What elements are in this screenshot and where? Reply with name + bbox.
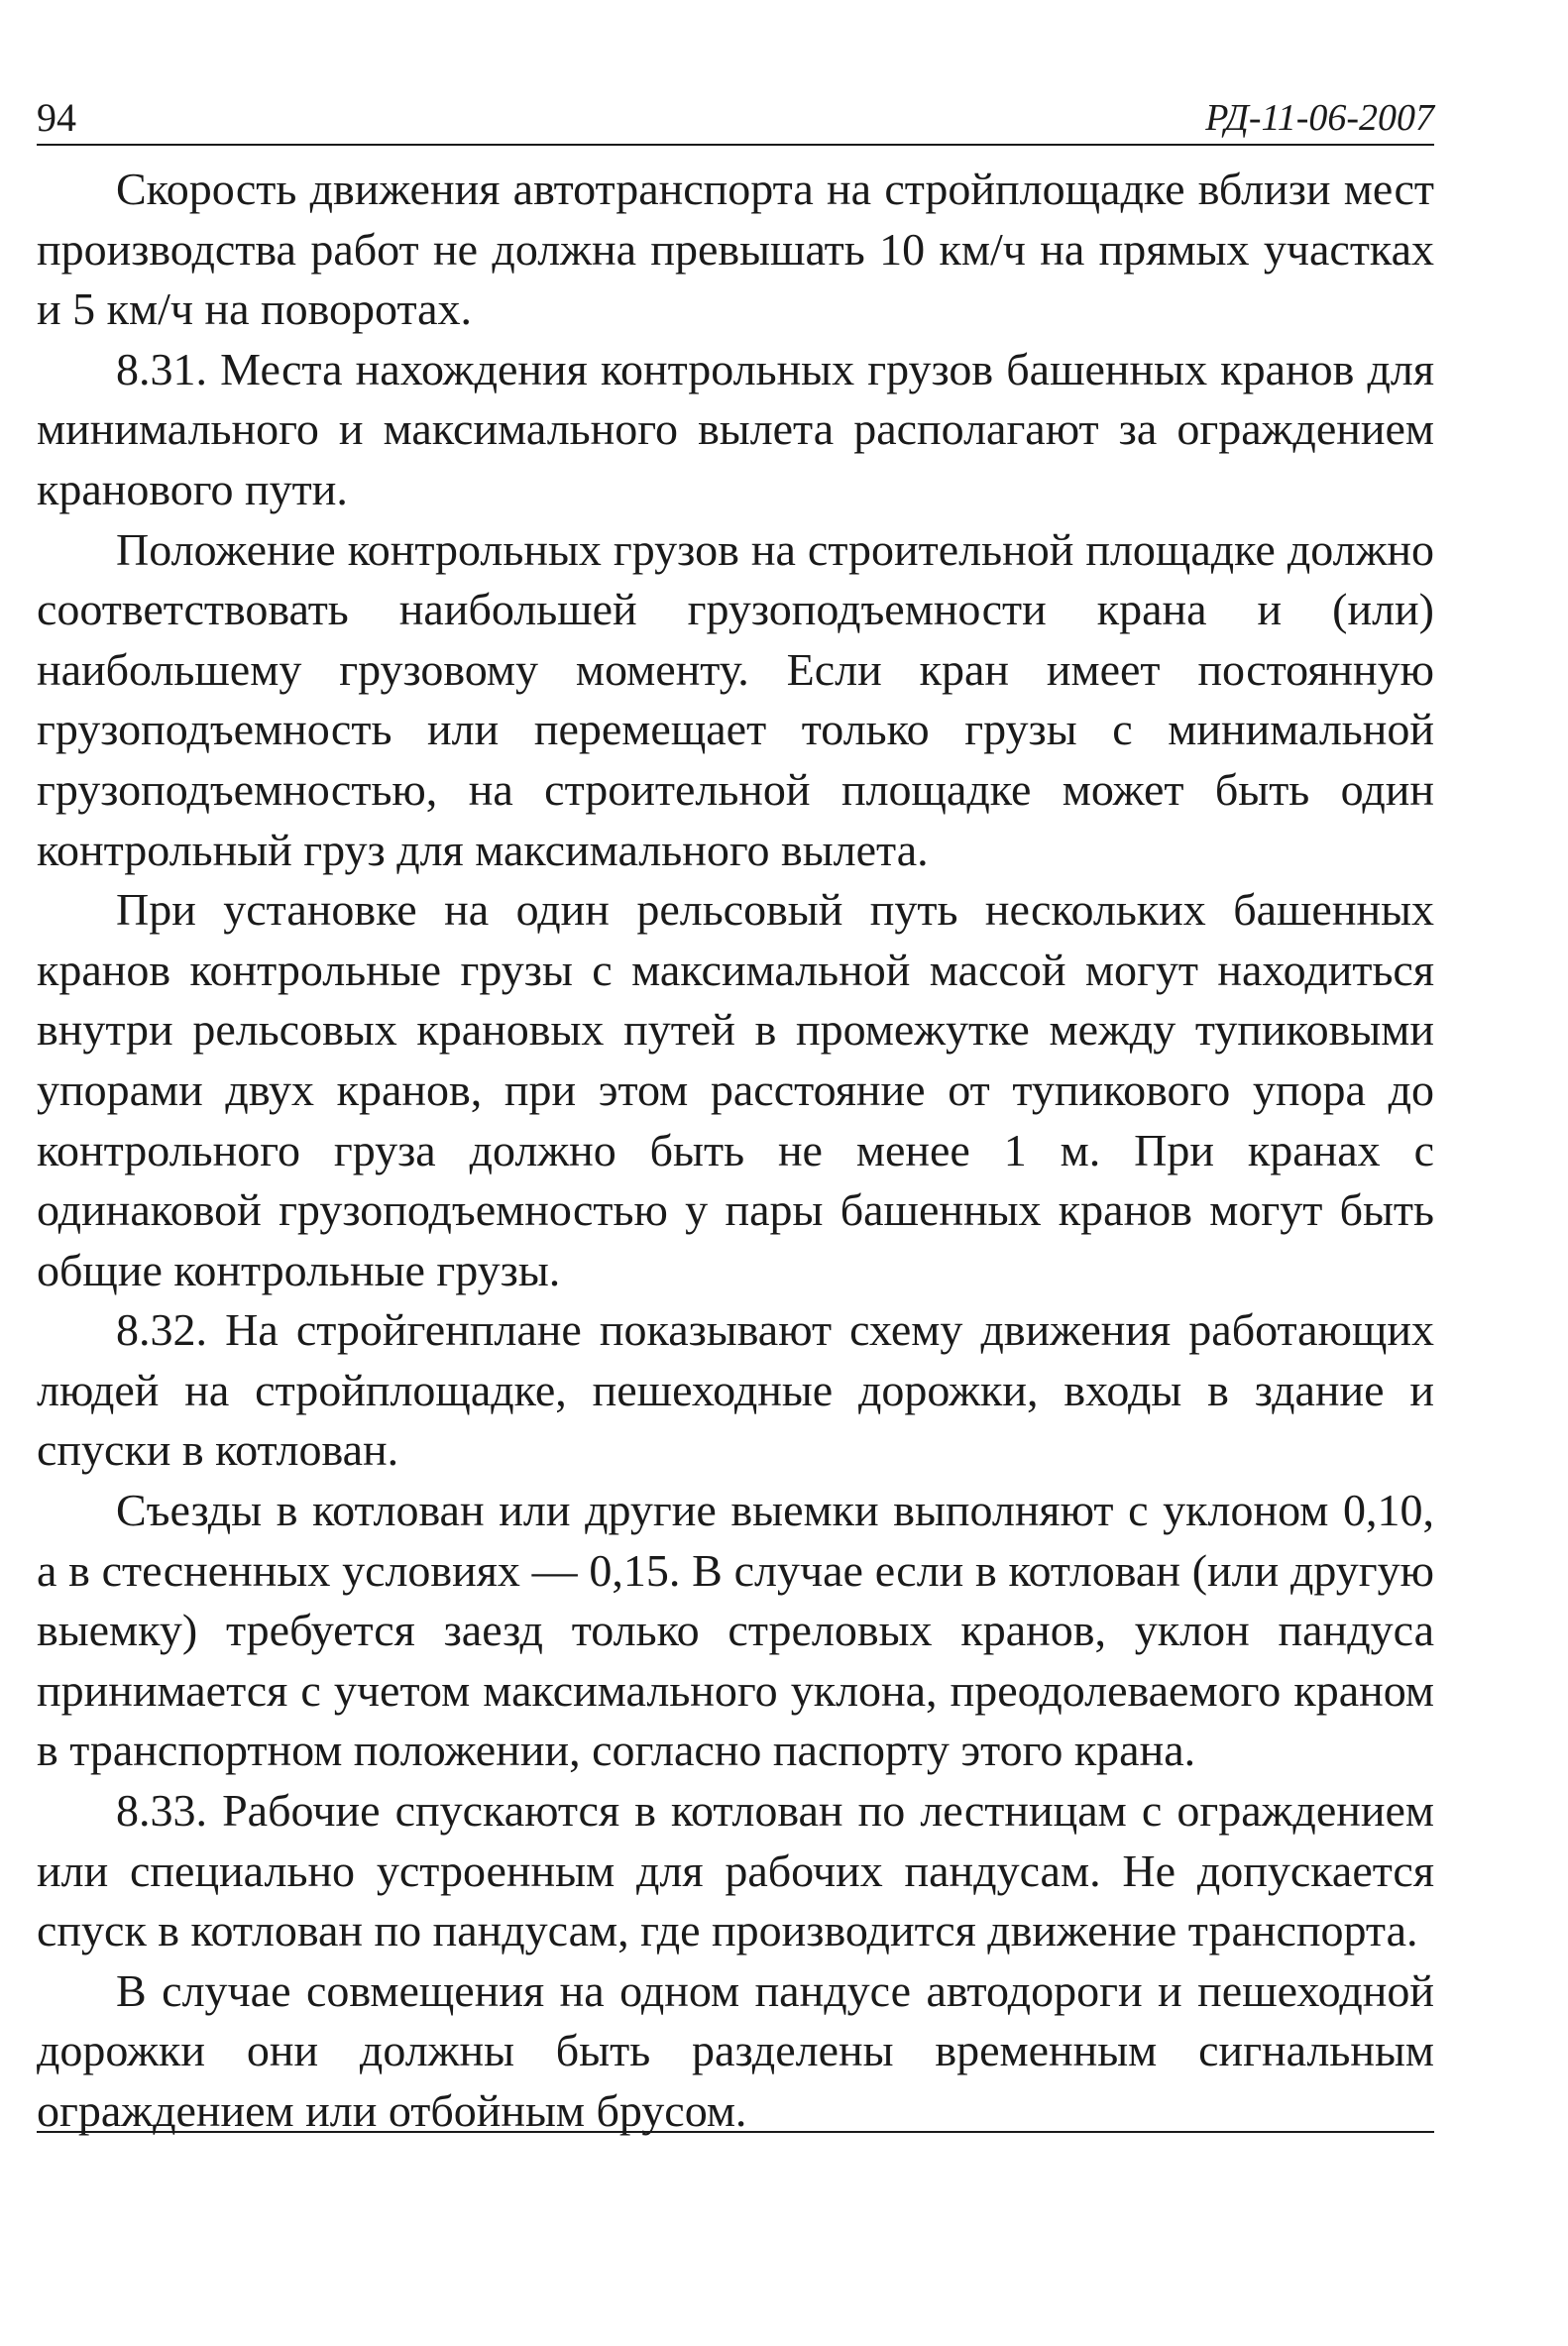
document-page <box>37 94 1434 2142</box>
document-code: РД-11-06-2007 <box>1205 97 1434 139</box>
footer-divider <box>37 2131 1434 2133</box>
page-number: 94 <box>37 95 76 140</box>
paragraph-speed-limit: Скорость движения автотранспорта на стройплощадке вблизи мест производства работ не должна превышать 10 км/ч на прямых участках и 5 км/ч на поворотах. <box>37 164 1434 335</box>
paragraph-8-31: 8.31. Места нахождения контрольных грузов башенных кранов для минимального и максимального вылета располагают за ограждением кранового пути. <box>37 343 1434 514</box>
paragraph-shared-ramp: В случае совмещения на одном пандусе автодороги и пешеходной дорожки они должны быть разделены временным сигнальным ограждением или отбойным брусом. <box>37 1964 1434 2136</box>
paragraph-8-32: 8.32. На стройгенплане показывают схему движения работающих людей на стройплощадке, пешеходные дорожки, входы в здание и спуски в котлован. <box>37 1304 1434 1476</box>
page-header <box>37 94 1434 146</box>
paragraph-ramps-slope: Съезды в котлован или другие выемки выполняют с уклоном 0,10, а в стесненных условиях — 0,15. В случае если в котлован (или другую выемку) требуется заезд только стреловых кранов, уклон пандуса принимается с учетом максимального уклона, преодолеваемого краном в транспортном положении, согласно паспорту этого крана. <box>37 1485 1434 1776</box>
paragraph-8-33: 8.33. Рабочие спускаются в котлован по лестницам с ограждением или специально устроенным для рабочих пандусам. Не допускается спуск в котлован по пандусам, где производится движение транспорта. <box>37 1785 1434 1956</box>
paragraph-multiple-cranes: При установке на один рельсовый путь нескольких башенных кранов контрольные грузы с максимальной массой могут находиться внутри рельсовых крановых путей в промежутке между тупиковыми упорами двух кранов, при этом расстояние от тупикового упора до контрольного груза должно быть не менее 1 м. При кранах с одинаковой грузоподъемностью у пары башенных кранов могут быть общие контрольные грузы. <box>37 884 1434 1295</box>
body-text <box>37 160 1434 2142</box>
paragraph-control-weights-position: Положение контрольных грузов на строительной площадке должно соответствовать наибольшей грузоподъемности крана и (или) наибольшему грузовому моменту. Если кран имеет постоянную грузоподъемность или перемещает только грузы с минимальной грузоподъемностью, на строительной площадке может быть один контрольный груз для максимального вылета. <box>37 523 1434 875</box>
